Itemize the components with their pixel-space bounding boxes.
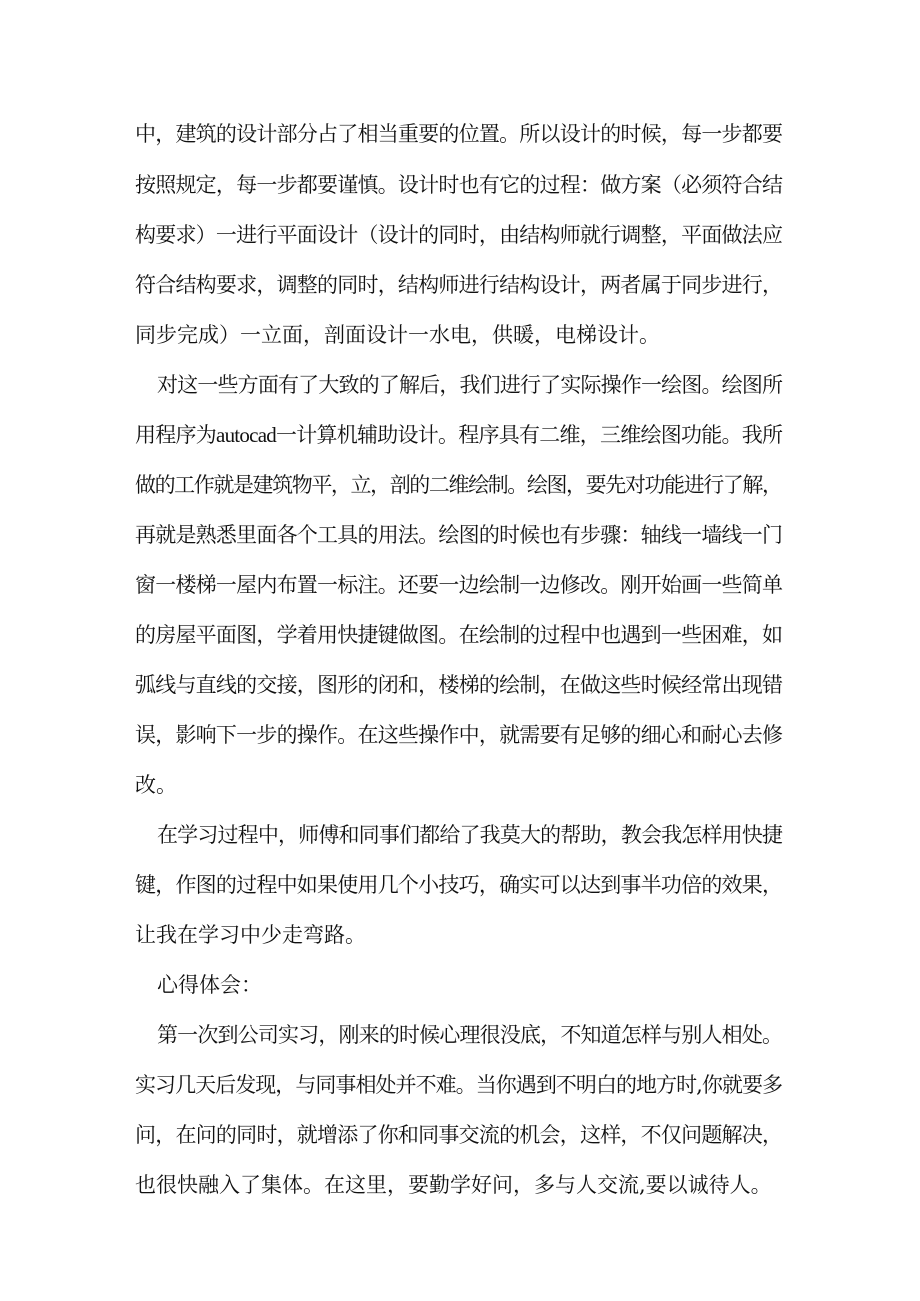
- text-line: 的房屋平面图，学着用快捷键做图。在绘制的过程中也遇到一些困难，如: [135, 623, 783, 647]
- text-line: 再就是熟悉里面各个工具的用法。绘图的时候也有步骤：轴线一墙线一门: [135, 523, 783, 547]
- text-line: 改。: [135, 773, 177, 797]
- text-line: 构要求）一进行平面设计（设计的同时，由结构师就行调整，平面做法应: [135, 223, 783, 247]
- section-heading-reflections: 心得体会：: [157, 973, 262, 997]
- text-line: 让我在学习中少走弯路。: [135, 923, 366, 947]
- text-line: 窗一楼梯一屋内布置一标注。还要一边绘制一边修改。刚开始画一些简单: [135, 573, 783, 597]
- text-line: 按照规定，每一步都要谨慎。设计时也有它的过程：做方案（必须符合结: [135, 173, 783, 197]
- text-line: 对这一些方面有了大致的了解后，我们进行了实际操作一绘图。绘图所: [157, 373, 783, 397]
- text-line: 中，建筑的设计部分占了相当重要的位置。所以设计的时候，每一步都要: [135, 122, 783, 146]
- text-line: 做的工作就是建筑物平，立，剖的二维绘制。绘图，要先对功能进行了解，: [135, 473, 782, 497]
- text-line: 符合结构要求，调整的同时，结构师进行结构设计，两者属于同步进行，: [135, 273, 783, 297]
- text-line: 键，作图的过程中如果使用几个小技巧，确实可以达到事半功倍的效果，: [135, 873, 783, 897]
- text-line: 也很快融入了集体。在这里，要勤学好问，多与人交流,要以诚待人。: [135, 1173, 772, 1197]
- text-line: 问，在问的同时，就增添了你和同事交流的机会，这样，不仅问题解决，: [135, 1123, 783, 1147]
- text-line: 误，影响下一步的操作。在这些操作中，就需要有足够的细心和耐心去修: [135, 723, 783, 747]
- text-line: 用程序为autocad一计算机辅助设计。程序具有二维，三维绘图功能。我所: [135, 423, 783, 447]
- text-line: 在学习过程中，师傅和同事们都给了我莫大的帮助，教会我怎样用快捷: [157, 823, 783, 847]
- text-line: 弧线与直线的交接，图形的闭和，楼梯的绘制，在做这些时候经常出现错: [135, 673, 783, 697]
- text-line: 实习几天后发现，与同事相处并不难。当你遇到不明白的地方时,你就要多: [135, 1073, 783, 1097]
- text-line: 同步完成）一立面，剖面设计一水电，供暖，电梯设计。: [135, 323, 660, 347]
- text-line: 第一次到公司实习，刚来的时候心理很没底，不知道怎样与别人相处。: [157, 1023, 783, 1047]
